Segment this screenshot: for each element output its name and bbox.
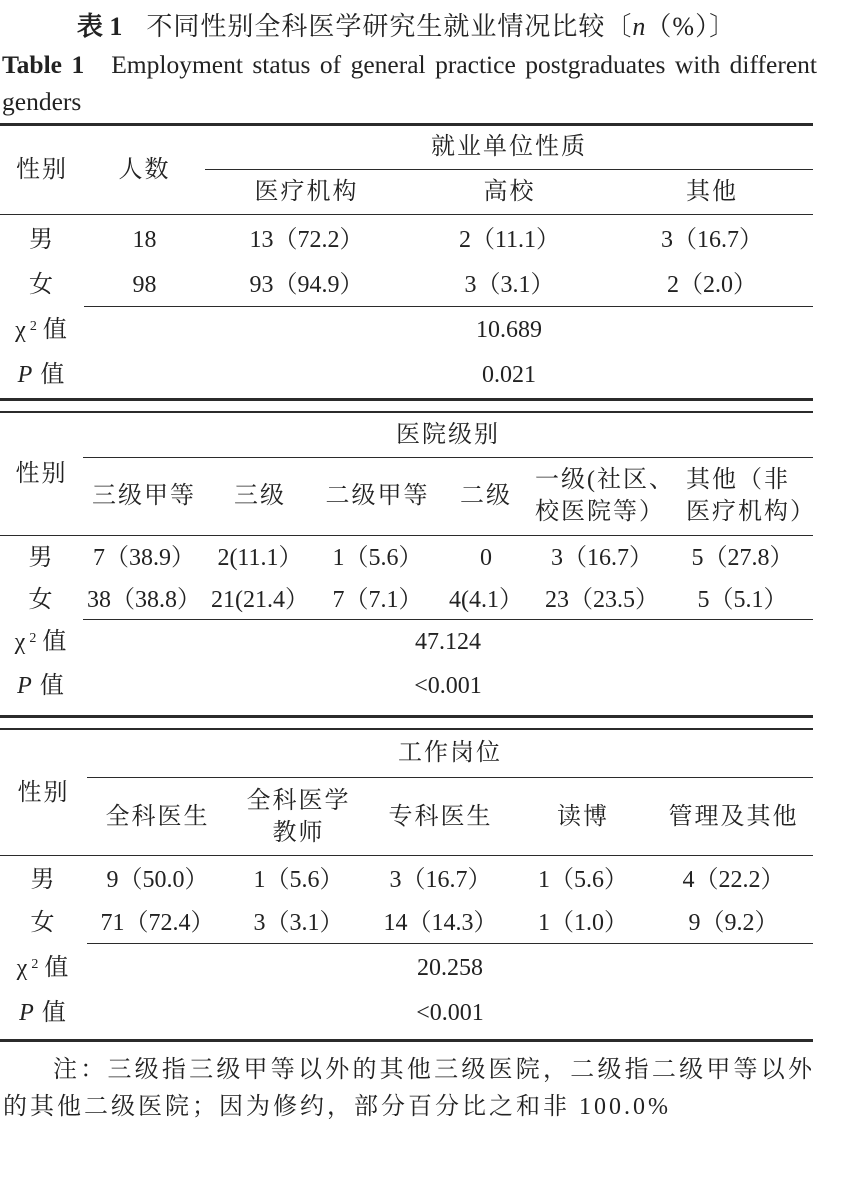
table-cell: 18 — [132, 226, 157, 253]
table-cell: 7（38.9） — [93, 545, 195, 571]
table-number-zh: 表 1 — [76, 12, 123, 41]
chi-square-value: 10.689 — [476, 316, 542, 343]
row-label-male: 男 — [30, 866, 57, 893]
table-cell: 9（50.0） — [106, 866, 209, 893]
table-cell: 38（38.8） — [87, 586, 201, 613]
chi-square-value: 47.124 — [415, 629, 481, 655]
n-symbol: n — [632, 12, 646, 41]
table-cell: 3（3.1） — [253, 909, 344, 936]
table-cell: 71（72.4） — [100, 909, 215, 936]
table-cell: 4(4.1） — [449, 586, 523, 613]
table-cell: 21(21.4） — [211, 586, 309, 613]
p-value-label: P 值 — [17, 673, 66, 699]
table-cell: 5（27.8） — [691, 545, 794, 571]
row-label-female: 女 — [28, 586, 55, 613]
column-header-general-practitioner: 全科医生 — [105, 803, 210, 830]
table-cell: 1（1.0） — [538, 909, 628, 936]
column-header-tertiary: 三级 — [234, 483, 286, 510]
section1-bottom-rule — [0, 398, 813, 401]
table-cell: 4（22.2） — [682, 866, 785, 893]
table-cell: 14（14.3） — [383, 909, 498, 936]
chi-square-label: χ $^2$ 值 — [14, 629, 69, 655]
job-position-group-header: 工作岗位 — [398, 740, 502, 767]
table-cell: 93（94.9） — [249, 271, 364, 298]
p-value-label: P 值 — [19, 1000, 68, 1026]
table-cell: 3（16.7） — [661, 226, 763, 253]
column-header-medical-institution: 医疗机构 — [254, 179, 359, 205]
section2-bottom-rule — [0, 715, 813, 718]
chi-square-value: 20.258 — [417, 954, 483, 981]
row-label-female: 女 — [29, 271, 55, 298]
column-header-primary: 一级(社区、 校医院等） — [535, 467, 675, 526]
column-header-other: 其他 — [686, 179, 738, 205]
table-bottom-rule — [0, 1039, 813, 1042]
count-header: 人数 — [118, 156, 171, 183]
p-value-label: P 值 — [17, 361, 67, 388]
column-header-other-non-medical: 其他（非 医疗机构） — [686, 467, 816, 526]
hospital-level-group-header: 医院级别 — [396, 421, 500, 448]
column-header-secondary-grade-a: 二级甲等 — [325, 483, 430, 510]
column-header-management-other: 管理及其他 — [668, 803, 799, 830]
p-value: <0.001 — [416, 1000, 484, 1026]
column-header-gp-teacher: 全科医学 教师 — [246, 787, 351, 846]
gender-header: 性别 — [16, 156, 68, 183]
table-number-en: Table 1 — [2, 50, 85, 79]
row-label-female: 女 — [30, 909, 57, 936]
table-cell: 98 — [132, 271, 157, 298]
column-header-specialist: 专科医生 — [388, 803, 493, 830]
percent-suffix: （%）〕 — [645, 12, 737, 41]
table-title-zh — [0, 9, 813, 45]
column-header-tertiary-grade-a: 三级甲等 — [92, 483, 196, 510]
table-title-en — [2, 46, 817, 120]
table-cell: 13（72.2） — [249, 226, 364, 253]
column-header-university: 高校 — [483, 179, 536, 205]
table-caption-zh: 不同性别全科医学研究生就业情况比较〔 — [146, 12, 633, 41]
column-header-phd-study: 读博 — [557, 803, 609, 830]
employer-type-group-header: 就业单位性质 — [431, 134, 587, 160]
table-cell: 5（5.1） — [697, 586, 788, 613]
column-header-secondary: 二级 — [460, 483, 512, 510]
gender-header: 性别 — [17, 779, 70, 806]
chi-square-label: χ $^2$ 值 — [15, 316, 69, 343]
table-cell: 1（5.6） — [253, 866, 344, 893]
chi-square-label: χ $^2$ 值 — [16, 954, 71, 981]
table-cell: 3（16.7） — [389, 866, 492, 893]
p-value: 0.021 — [482, 361, 536, 388]
table-cell: 0 — [480, 545, 492, 571]
table-cell: 7（7.1） — [332, 586, 423, 613]
row-label-male: 男 — [29, 226, 55, 253]
gender-header: 性别 — [15, 460, 68, 487]
table-cell: 1（5.6） — [538, 866, 628, 893]
row-label-male: 男 — [28, 545, 55, 571]
table-cell: 9（9.2） — [688, 909, 779, 936]
table-cell: 3（16.7） — [551, 545, 653, 571]
table-footnote: 注：三级指三级甲等以外的其他三级医院，二级指二级甲等以外的其他二级医院；因为修约，部分百分比之和非 100.0% — [3, 1057, 815, 1120]
table-cell: 2（2.0） — [667, 271, 757, 298]
table-caption-en: Employment status of general practice postgraduates with different genders — [2, 50, 817, 116]
table-cell: 1（5.6） — [332, 545, 423, 571]
p-value: <0.001 — [414, 673, 482, 699]
table-cell: 3（3.1） — [464, 271, 555, 298]
table-cell: 23（23.5） — [545, 586, 659, 613]
table-cell: 2（11.1） — [458, 226, 561, 253]
table-cell: 2(11.1） — [217, 545, 303, 571]
